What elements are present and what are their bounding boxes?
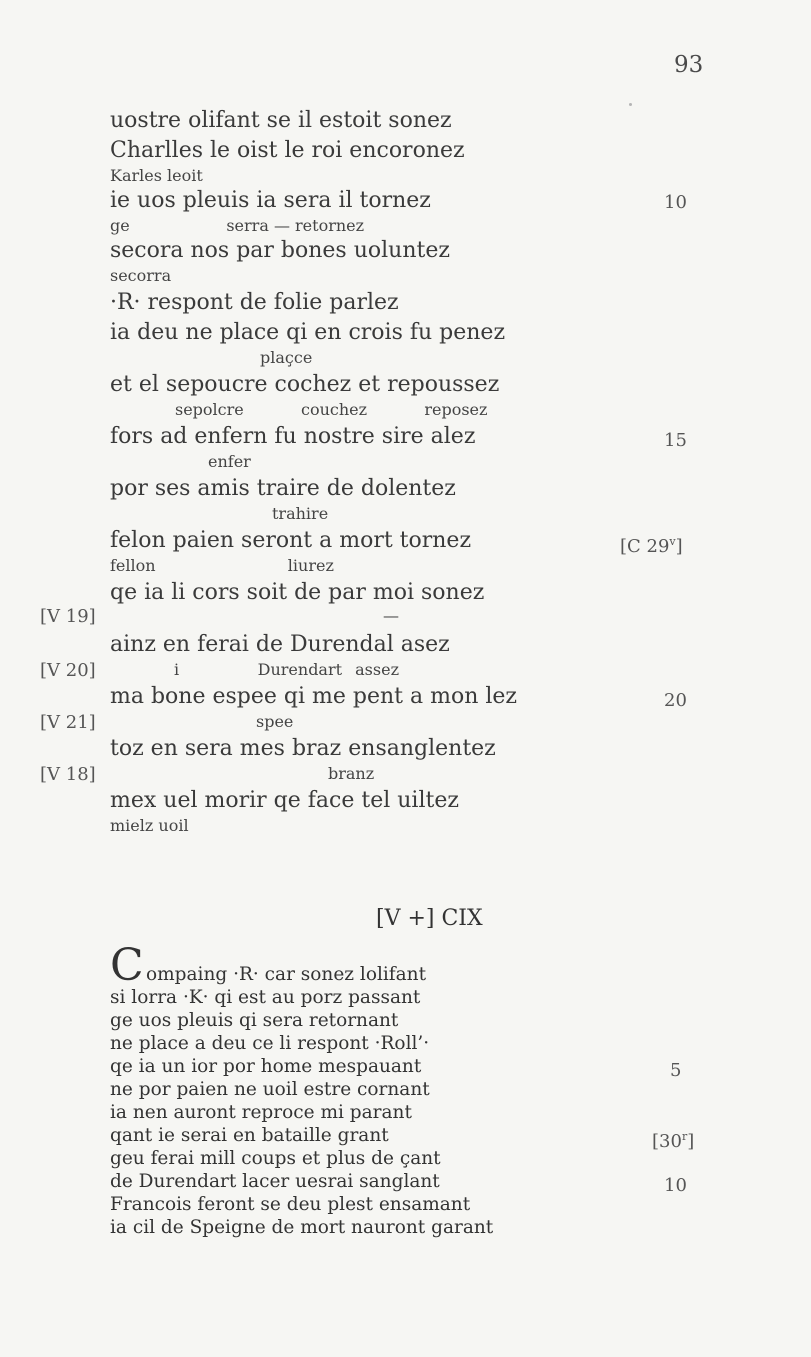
manuscript-reference: [V 19] (40, 606, 96, 627)
folio-reference: [C 29$^v$] (620, 535, 683, 557)
variant-line: ge serra — retornez (110, 216, 365, 235)
laisse-line: si lorra ·K· qi est au porz passant (110, 987, 421, 1008)
variant-line: enfer (208, 452, 251, 471)
line-number: 15 (664, 430, 687, 451)
line-number: 10 (664, 192, 687, 213)
variant-line: branz (328, 764, 375, 783)
folio-reference: [30$^r$] (652, 1130, 695, 1152)
verse-line: uostre olifant se il estoit sonez (110, 108, 452, 133)
verse-line: qe ia li cors soit de par moi sonez (110, 580, 485, 605)
variant-line: — (383, 606, 399, 625)
verse-line: ainz en ferai de Durendal asez (110, 632, 450, 657)
laisse-line: qant ie serai en bataille grant (110, 1125, 389, 1146)
line-number: 20 (664, 690, 687, 711)
laisse-line: de Durendart lacer uesrai sanglant (110, 1171, 440, 1192)
laisse-line: ia nen auront reproce mi parant (110, 1102, 412, 1123)
verse-line: mex uel morir qe face tel uiltez (110, 788, 459, 813)
laisse-line: ge uos pleuis qi sera retornant (110, 1010, 399, 1031)
verse-line: ·R· respont de folie parlez (110, 290, 399, 315)
laisse-line: ne place a deu ce li respont ·Roll’· (110, 1033, 430, 1054)
laisse-line: Francois feront se deu plest ensamant (110, 1194, 471, 1215)
manuscript-reference: [V 21] (40, 712, 96, 733)
variant-line: i Durendart assez (174, 660, 399, 679)
variant-line: sepolcre couchez reposez (175, 400, 488, 419)
variant-line: secorra (110, 266, 172, 285)
variant-line: Karles leoit (110, 166, 203, 185)
laisse-line: ne por paien ne uoil estre cornant (110, 1079, 430, 1100)
verse-line: felon paien seront a mort tornez (110, 528, 472, 553)
verse-line: Charlles le oist le roi encoronez (110, 138, 465, 163)
verse-line: et el sepoucre cochez et repoussez (110, 372, 500, 397)
verse-line: secora nos par bones uoluntez (110, 238, 450, 263)
variant-line: spee (256, 712, 294, 731)
verse-line: por ses amis traire de dolentez (110, 476, 456, 501)
variant-line: trahire (272, 504, 329, 523)
line-number: 5 (670, 1060, 682, 1081)
speck-dot (629, 103, 632, 106)
verse-line: fors ad enfern fu nostre sire alez (110, 424, 476, 449)
verse-line: ie uos pleuis ia sera il tornez (110, 188, 431, 213)
drop-cap: C (110, 940, 144, 991)
variant-line: fellon liurez (110, 556, 334, 575)
verse-line: ia deu ne place qi en crois fu penez (110, 320, 506, 345)
verse-line: ma bone espee qi me pent a mon lez (110, 684, 518, 709)
laisse-line: qe ia un ior por home mespauant (110, 1056, 422, 1077)
manuscript-reference: [V 18] (40, 764, 96, 785)
line-number: 10 (664, 1175, 687, 1196)
section-heading: [V +] CIX (376, 906, 483, 931)
manuscript-reference: [V 20] (40, 660, 96, 681)
verse-line: toz en sera mes braz ensanglentez (110, 736, 496, 761)
laisse-line: ompaing ·R· car sonez lolifant (146, 964, 427, 985)
laisse-line: geu ferai mill coups et plus de çant (110, 1148, 441, 1169)
variant-line: plaçce (260, 348, 313, 367)
page-number: 93 (674, 52, 704, 78)
variant-line: mielz uoil (110, 816, 189, 835)
laisse-line: ia cil de Speigne de mort nauront garant (110, 1217, 494, 1238)
